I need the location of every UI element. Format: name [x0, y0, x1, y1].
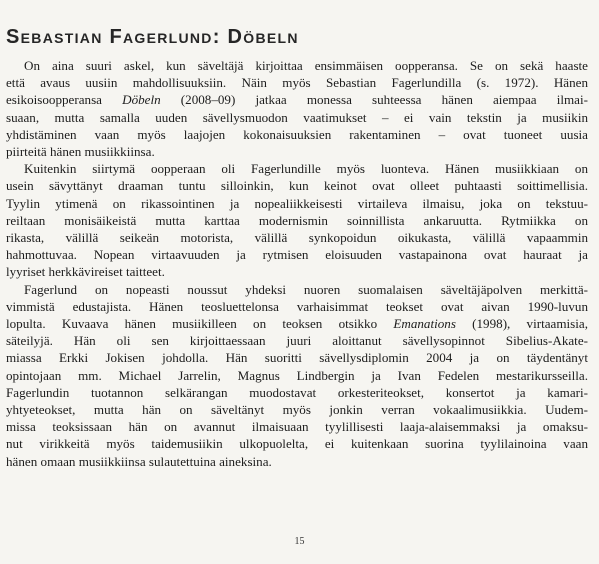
text-line: vimmistä edustajista. Hänen teosluettelonsa varhaisimmat teokset ovat aivan 1990-luvun	[6, 298, 588, 314]
text-line: reiltaan monisäikeistä mutta karttaa modernismin soinnillista ankaruutta. Rytmiikka on	[6, 212, 588, 228]
text-line: esikoisoopperansa Döbeln (2008–09) jatkaa monessa suhteessa hänen aiempaa ilmai-	[6, 92, 588, 108]
text-line: opintojaan mm. Michael Jarrelin, Magnus Lindbergin ja Ivan Fedelen mestarikursseilla.	[6, 367, 588, 383]
text-line: että avaus uusiin mahdollisuuksiin. Näin myös Sebastian Fagerlundilla (s. 1972). Hänen	[6, 75, 588, 91]
text-line: piirteitä hänen musiikkiinsa.	[6, 144, 155, 160]
text-line: Fagerlundin tuotannon selkärangan muodostavat orkesteriteokset, konsertot ja kamari-	[6, 384, 588, 400]
paragraph-3	[6, 281, 588, 470]
text-line: miassa Erkki Jokisen johdolla. Hän suoritti sävellysdiplomin 2004 ja on täydentänyt	[6, 350, 588, 366]
work-title: Döbeln	[122, 92, 161, 108]
text-line: yhdistäminen vaan myös laajojen kokonaisuuksien rakentaminen – ovat tuoneet uusia	[6, 126, 588, 142]
text-line: säteilyjä. Hän oli sen kirjoittaessaan juuri aloittanut sävellysopinnot Sibelius-Akate-	[6, 333, 588, 349]
body-text	[6, 57, 588, 470]
text-line: hänen omaan musiikkiinsa sulautettuina aineksina.	[6, 453, 272, 469]
text-line: suaan, mutta samalla uuden sävellysmuodon vaatimukset – ei vain tekstin ja musiikin	[6, 109, 588, 125]
paragraph-1	[6, 57, 588, 160]
text-line: Kuitenkin siirtymä oopperaan oli Fagerlundille myös luonteva. Hänen musiikkiaan on	[24, 161, 588, 177]
text-line: rikasta, välillä seikeän motorista, välillä synkopoidun oikukasta, välillä vapaammin	[6, 230, 588, 246]
text-line: lopulta. Kuvaava hänen musiikilleen on teoksen otsikko Emanations (1998), virtaamisia,	[6, 316, 588, 332]
book-page	[6, 26, 588, 470]
text-line: missa teoksissaan hän on avannut ilmaisuaan tyylillisesti laaja-alaisemmaksi ja omaksu-	[6, 419, 588, 435]
text-line: nut virikkeitä myös taidemusiikin ulkopuolelta, ei kuitenkaan suorina tyylilainoina vaan	[6, 436, 588, 452]
page-number: 15	[294, 536, 305, 547]
text-line: usein sävyttänyt draaman tuntu silloinkin, kun keinot ovat olleet puhtaasti soittimellisia.	[6, 178, 588, 194]
text-line: Tyylin ytimenä on rikassointinen ja nopealiikkeisesti virtaileva ilmaisu, joka on tekstuu-	[6, 195, 588, 211]
text-line: On aina suuri askel, kun säveltäjä kirjoittaa ensimmäisen oopperansa. Se on sekä haaste	[24, 58, 588, 73]
text-line: hahmottuvaa. Nopean virtaavuuden ja rytmisen eloisuuden vastapainona ovat hauraat ja	[6, 247, 588, 263]
text-line: lyyriset herkkävireiset taitteet.	[6, 264, 165, 280]
section-heading: Sebastian Fagerlund: Döbeln	[6, 26, 299, 48]
paragraph-2	[6, 160, 588, 280]
text-line: yhtyeteokset, mutta hän on säveltänyt myös jonkin verran vokaalimusiikkia. Uudem-	[6, 402, 588, 418]
work-title: Emanations	[393, 316, 456, 332]
text-line: Fagerlund on nopeasti noussut yhdeksi nuoren suomalaisen säveltäjäpolven merkittä-	[24, 281, 588, 297]
